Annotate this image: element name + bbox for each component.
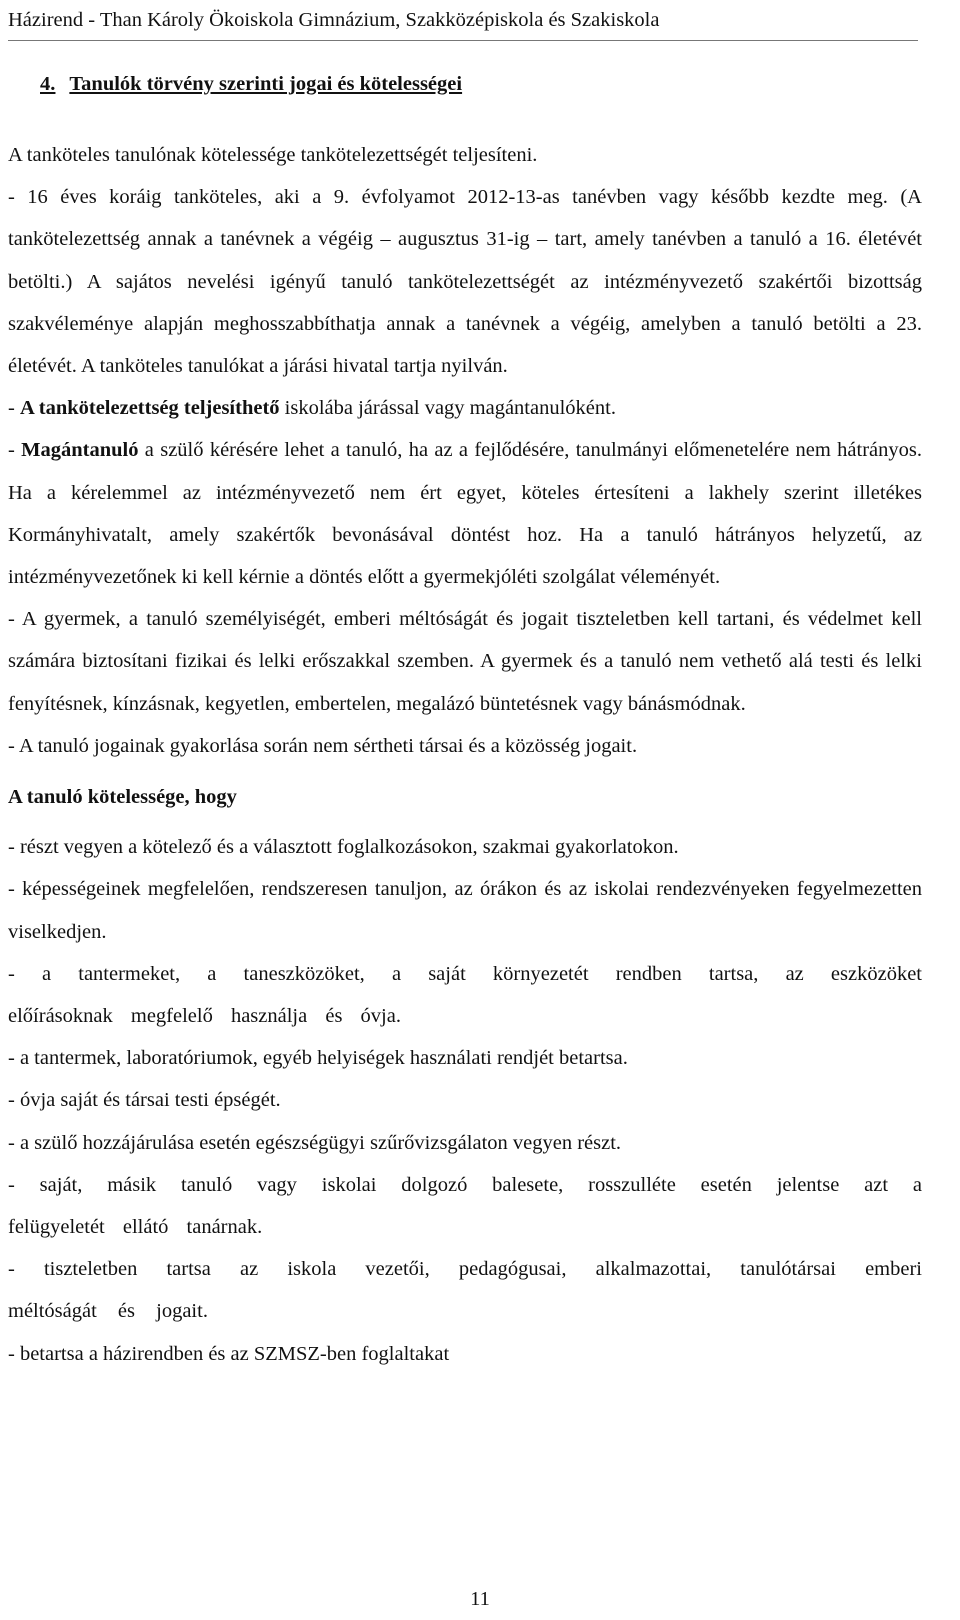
document-body — [8, 134, 922, 1375]
section-heading — [40, 71, 462, 97]
paragraph-rights-exercise: - A tanuló jogainak gyakorlása során nem sértheti társai és a közösség jogait. — [8, 734, 638, 757]
duty-item: - tiszteletben tartsa az iskola vezetői, pedagógusai, alkalmazottai, tanulótársai emberi méltóságát és jogait. — [8, 1258, 922, 1323]
section-title: Tanulók törvény szerinti jogai és kötelességei — [69, 73, 463, 95]
paragraph-dignity: - A gyermek, a tanuló személyiségét, emberi méltóságát és jogait tiszteletben kell tartani, és védelmet kell számára biztosítani fizikai és lelki erőszakkal szemben. A gyermek és a tanuló nem vethető alá testi és lelki fenyítésnek, kínzásnak, kegyetlen, embertelen, megalázó büntetésnek vagy bánásmódnak. — [8, 608, 922, 715]
paragraph-fulfilment: - A tankötelezettség teljesíthető iskolába járással vagy magántanulóként. — [8, 397, 616, 420]
duty-item: - saját, másik tanuló vagy iskolai dolgozó balesete, rosszulléte esetén jelentse azt a felügyeletét ellátó tanárnak. — [8, 1173, 922, 1239]
fulfilment-bold: A tankötelezettség teljesíthető — [19, 397, 280, 420]
page-header: Házirend - Than Károly Ökoiskola Gimnázium, Szakközépiskola és Szakiskola — [8, 0, 918, 41]
page-number: 11 — [470, 1588, 490, 1610]
duty-item: - betartsa a házirendben és az SZMSZ-ben foglaltakat — [8, 1342, 450, 1365]
paragraph-compulsory-age: - 16 éves koráig tanköteles, aki a 9. évfolyamot 2012-13-as tanévben vagy később kezdte meg. (A tankötelezettség annak a tanévnek a végéig – augusztus 31-ig – tart, amely tanévben a tanuló a 16. életévét betölti.) A sajátos nevelési igényű tanuló tankötelezettségét az intézményvezető szakértői bizottság szakvéleménye alapján meghosszabbíthatja annak a tanévnek a végéig, amelyben a tanuló betölti a 23. életévét. A tanköteles tanulókat a járási hivatal tartja nyilván. — [8, 186, 922, 378]
paragraph-private-student: - Magántanuló a szülő kérésére lehet a tanuló, ha az a fejlődésére, tanulmányi előmenetelére nem hátrányos. Ha a kérelemmel az intézményvezető nem ért egyet, köteles értesíteni a lakhely szerint illetékes Kormányhivatalt, amely szakértők bevonásával döntést hoz. Ha a tanuló hátrányos helyzetű, az intézményvezetőnek ki kell kérnie a döntés előtt a gyermekjóléti szolgálat véleményét. — [8, 439, 922, 589]
duty-item: - a tantermeket, a taneszközöket, a saját környezetét rendben tartsa, az eszközöket előírásoknak megfelelő használja és óvja. — [8, 962, 922, 1028]
duty-item: - a tantermek, laboratóriumok, egyéb helyiségek használati rendjét betartsa. — [8, 1047, 628, 1070]
duty-item: - részt vegyen a kötelező és a választott foglalkozásokon, szakmai gyakorlatokon. — [8, 836, 679, 859]
duties-heading: A tanuló kötelessége, hogy — [8, 785, 237, 808]
section-number: 4. — [40, 73, 56, 95]
duty-item: - óvja saját és társai testi épségét. — [8, 1089, 281, 1112]
paragraph-compulsory-duty: A tanköteles tanulónak kötelessége tankötelezettségét teljesíteni. — [8, 144, 538, 166]
private-student-bold: Magántanuló — [21, 439, 139, 462]
duty-item: - a szülő hozzájárulása esetén egészségügyi szűrővizsgálaton vegyen részt. — [8, 1131, 622, 1154]
duty-item: - képességeinek megfelelően, rendszeresen tanuljon, az órákon és az iskolai rendezvényeken fegyelmezetten viselkedjen. — [8, 878, 922, 943]
